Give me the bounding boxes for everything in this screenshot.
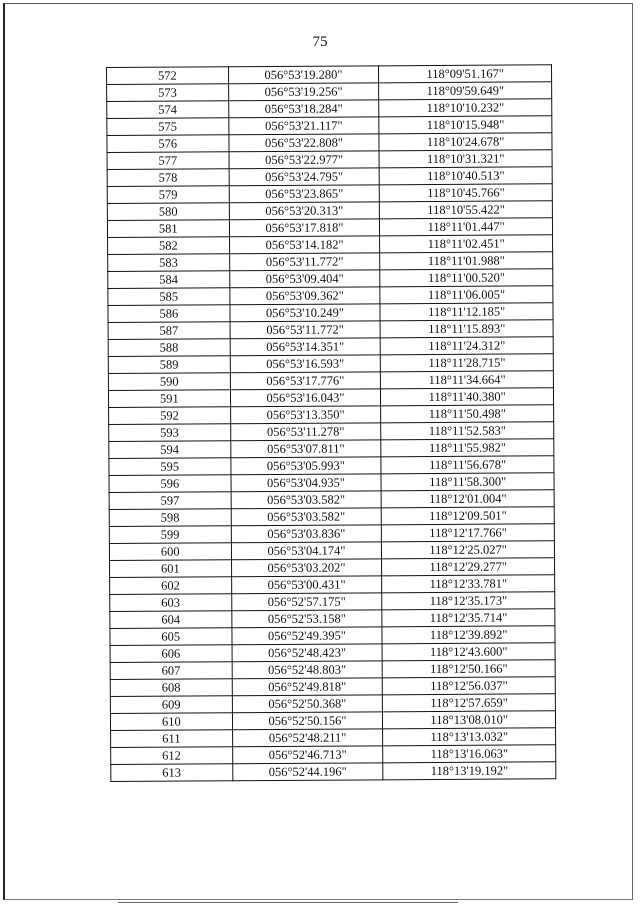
latitude-cell: 056°52'57.175" <box>231 593 382 611</box>
latitude-cell: 056°53'11.772" <box>230 321 381 339</box>
longitude-cell: 118°12'17.766" <box>382 524 555 542</box>
point-number-cell: 611 <box>111 730 233 748</box>
latitude-cell: 056°53'17.776" <box>230 372 381 390</box>
table-row <box>111 762 556 782</box>
table-row <box>107 82 552 102</box>
coordinates-table <box>106 64 556 782</box>
latitude-cell: 056°53'16.043" <box>230 389 381 407</box>
longitude-cell: 118°10'40.513" <box>379 167 552 185</box>
longitude-cell: 118°13'13.032" <box>383 728 556 746</box>
point-number-cell: 608 <box>110 679 232 697</box>
point-number-cell: 598 <box>109 509 231 527</box>
point-number-cell: 577 <box>107 152 229 170</box>
table-row <box>107 167 552 187</box>
table-row <box>108 286 553 306</box>
longitude-cell: 118°12'33.781" <box>382 575 555 593</box>
longitude-cell: 118°10'45.766" <box>380 184 553 202</box>
longitude-cell: 118°11'01.988" <box>380 252 553 270</box>
table-row <box>111 745 556 765</box>
point-number-cell: 585 <box>108 288 230 306</box>
latitude-cell: 056°53'16.593" <box>230 355 381 373</box>
point-number-cell: 595 <box>109 458 231 476</box>
latitude-cell: 056°53'03.202" <box>231 559 382 577</box>
latitude-cell: 056°53'05.993" <box>230 457 381 475</box>
point-number-cell: 591 <box>108 390 230 408</box>
latitude-cell: 056°53'14.182" <box>229 236 380 254</box>
point-number-cell: 593 <box>109 424 231 442</box>
longitude-cell: 118°11'58.300" <box>381 473 554 491</box>
table-row <box>109 490 554 510</box>
longitude-cell: 118°12'35.173" <box>382 592 555 610</box>
longitude-cell: 118°11'55.982" <box>381 439 554 457</box>
longitude-cell: 118°13'16.063" <box>383 745 556 763</box>
point-number-cell: 582 <box>108 237 230 255</box>
latitude-cell: 056°52'48.803" <box>232 661 383 679</box>
table-row <box>107 116 552 136</box>
point-number-cell: 606 <box>110 645 232 663</box>
longitude-cell: 118°11'15.893" <box>380 320 553 338</box>
table-row <box>110 677 555 697</box>
table-row <box>107 150 552 170</box>
table-row <box>110 643 555 663</box>
point-number-cell: 581 <box>107 220 229 238</box>
point-number-cell: 576 <box>107 135 229 153</box>
longitude-cell: 118°11'01.447" <box>380 218 553 236</box>
longitude-cell: 118°11'56.678" <box>381 456 554 474</box>
longitude-cell: 118°11'40.380" <box>381 388 554 406</box>
table-row <box>109 473 554 493</box>
table-row <box>110 558 555 578</box>
table-row <box>108 371 553 391</box>
table-row <box>108 252 553 272</box>
table-row <box>109 456 554 476</box>
table-row <box>110 592 555 612</box>
point-number-cell: 575 <box>107 118 229 136</box>
point-number-cell: 592 <box>109 407 231 425</box>
table-row <box>109 524 554 544</box>
latitude-cell: 056°52'50.368" <box>232 695 383 713</box>
latitude-cell: 056°53'03.836" <box>231 525 382 543</box>
table-row <box>107 201 552 221</box>
latitude-cell: 056°52'46.713" <box>232 746 383 764</box>
table-row <box>109 541 554 561</box>
point-number-cell: 583 <box>108 254 230 272</box>
table-row <box>107 65 552 85</box>
longitude-cell: 118°11'50.498" <box>381 405 554 423</box>
latitude-cell: 056°52'48.211" <box>232 729 383 747</box>
latitude-cell: 056°52'49.818" <box>232 678 383 696</box>
point-number-cell: 588 <box>108 339 230 357</box>
longitude-cell: 118°11'24.312" <box>380 337 553 355</box>
point-number-cell: 586 <box>108 305 230 323</box>
latitude-cell: 056°53'19.280" <box>228 66 379 84</box>
longitude-cell: 118°11'06.005" <box>380 286 553 304</box>
bottom-rule <box>118 902 458 903</box>
table-row <box>108 303 553 323</box>
longitude-cell: 118°11'34.664" <box>381 371 554 389</box>
point-number-cell: 602 <box>110 577 232 595</box>
table-row <box>110 609 555 629</box>
latitude-cell: 056°53'13.350" <box>230 406 381 424</box>
latitude-cell: 056°53'04.174" <box>231 542 382 560</box>
latitude-cell: 056°52'48.423" <box>232 644 383 662</box>
point-number-cell: 599 <box>109 526 231 544</box>
longitude-cell: 118°10'55.422" <box>380 201 553 219</box>
longitude-cell: 118°12'43.600" <box>382 643 555 661</box>
table-row <box>107 218 552 238</box>
point-number-cell: 596 <box>109 475 231 493</box>
longitude-cell: 118°11'00.520" <box>380 269 553 287</box>
point-number-cell: 579 <box>107 186 229 204</box>
longitude-cell: 118°09'51.167" <box>379 65 552 83</box>
table-row <box>111 728 556 748</box>
point-number-cell: 609 <box>110 696 232 714</box>
longitude-cell: 118°10'10.232" <box>379 99 552 117</box>
latitude-cell: 056°53'04.935" <box>231 474 382 492</box>
table-row <box>109 422 554 442</box>
point-number-cell: 613 <box>111 764 233 782</box>
longitude-cell: 118°11'02.451" <box>380 235 553 253</box>
latitude-cell: 056°53'17.818" <box>229 219 380 237</box>
point-number-cell: 573 <box>107 84 229 102</box>
latitude-cell: 056°53'22.808" <box>229 134 380 152</box>
point-number-cell: 612 <box>111 747 233 765</box>
table-row <box>109 507 554 527</box>
latitude-cell: 056°53'11.278" <box>230 423 381 441</box>
latitude-cell: 056°52'49.395" <box>232 627 383 645</box>
point-number-cell: 603 <box>110 594 232 612</box>
longitude-cell: 118°13'19.192" <box>383 762 556 780</box>
table-row <box>108 354 553 374</box>
longitude-cell: 118°10'31.321" <box>379 150 552 168</box>
latitude-cell: 056°53'09.362" <box>229 287 380 305</box>
point-number-cell: 574 <box>107 101 229 119</box>
point-number-cell: 580 <box>107 203 229 221</box>
latitude-cell: 056°53'24.795" <box>229 168 380 186</box>
table-row <box>110 575 555 595</box>
latitude-cell: 056°52'53.158" <box>231 610 382 628</box>
latitude-cell: 056°53'07.811" <box>230 440 381 458</box>
table-row <box>108 320 553 340</box>
point-number-cell: 594 <box>109 441 231 459</box>
longitude-cell: 118°12'56.037" <box>383 677 556 695</box>
longitude-cell: 118°12'25.027" <box>382 541 555 559</box>
table-row <box>110 694 555 714</box>
latitude-cell: 056°53'03.582" <box>231 491 382 509</box>
latitude-cell: 056°53'21.117" <box>228 117 379 135</box>
latitude-cell: 056°53'20.313" <box>229 202 380 220</box>
table-row <box>110 626 555 646</box>
latitude-cell: 056°52'44.196" <box>232 763 383 781</box>
table-row <box>110 711 555 731</box>
point-number-cell: 584 <box>108 271 230 289</box>
table-row <box>108 388 553 408</box>
table-row <box>108 337 553 357</box>
latitude-cell: 056°53'18.284" <box>228 100 379 118</box>
latitude-cell: 056°53'03.582" <box>231 508 382 526</box>
longitude-cell: 118°11'28.715" <box>381 354 554 372</box>
point-number-cell: 587 <box>108 322 230 340</box>
longitude-cell: 118°12'35.714" <box>382 609 555 627</box>
point-number-cell: 572 <box>107 67 229 85</box>
longitude-cell: 118°10'15.948" <box>379 116 552 134</box>
point-number-cell: 610 <box>110 713 232 731</box>
point-number-cell: 604 <box>110 611 232 629</box>
longitude-cell: 118°12'39.892" <box>382 626 555 644</box>
table-row <box>109 405 554 425</box>
latitude-cell: 056°52'50.156" <box>232 712 383 730</box>
longitude-cell: 118°12'50.166" <box>382 660 555 678</box>
table-row <box>107 99 552 119</box>
table-row <box>110 660 555 680</box>
point-number-cell: 597 <box>109 492 231 510</box>
latitude-cell: 056°53'10.249" <box>230 304 381 322</box>
longitude-cell: 118°10'24.678" <box>379 133 552 151</box>
point-number-cell: 578 <box>107 169 229 187</box>
point-number-cell: 590 <box>108 373 230 391</box>
longitude-cell: 118°09'59.649" <box>379 82 552 100</box>
latitude-cell: 056°53'14.351" <box>230 338 381 356</box>
latitude-cell: 056°53'11.772" <box>229 253 380 271</box>
point-number-cell: 607 <box>110 662 232 680</box>
table-row <box>108 269 553 289</box>
page-number: 75 <box>312 34 328 50</box>
longitude-cell: 118°11'52.583" <box>381 422 554 440</box>
coordinates-table-body <box>107 65 556 782</box>
latitude-cell: 056°53'19.256" <box>228 83 379 101</box>
longitude-cell: 118°12'29.277" <box>382 558 555 576</box>
table-row <box>107 133 552 153</box>
table-row <box>108 235 553 255</box>
point-number-cell: 605 <box>110 628 232 646</box>
latitude-cell: 056°53'00.431" <box>231 576 382 594</box>
latitude-cell: 056°53'23.865" <box>229 185 380 203</box>
longitude-cell: 118°13'08.010" <box>383 711 556 729</box>
longitude-cell: 118°12'01.004" <box>381 490 554 508</box>
point-number-cell: 600 <box>109 543 231 561</box>
table-row <box>107 184 552 204</box>
table-row <box>109 439 554 459</box>
latitude-cell: 056°53'09.404" <box>229 270 380 288</box>
point-number-cell: 589 <box>108 356 230 374</box>
longitude-cell: 118°12'09.501" <box>382 507 555 525</box>
point-number-cell: 601 <box>110 560 232 578</box>
latitude-cell: 056°53'22.977" <box>229 151 380 169</box>
longitude-cell: 118°11'12.185" <box>380 303 553 321</box>
longitude-cell: 118°12'57.659" <box>383 694 556 712</box>
